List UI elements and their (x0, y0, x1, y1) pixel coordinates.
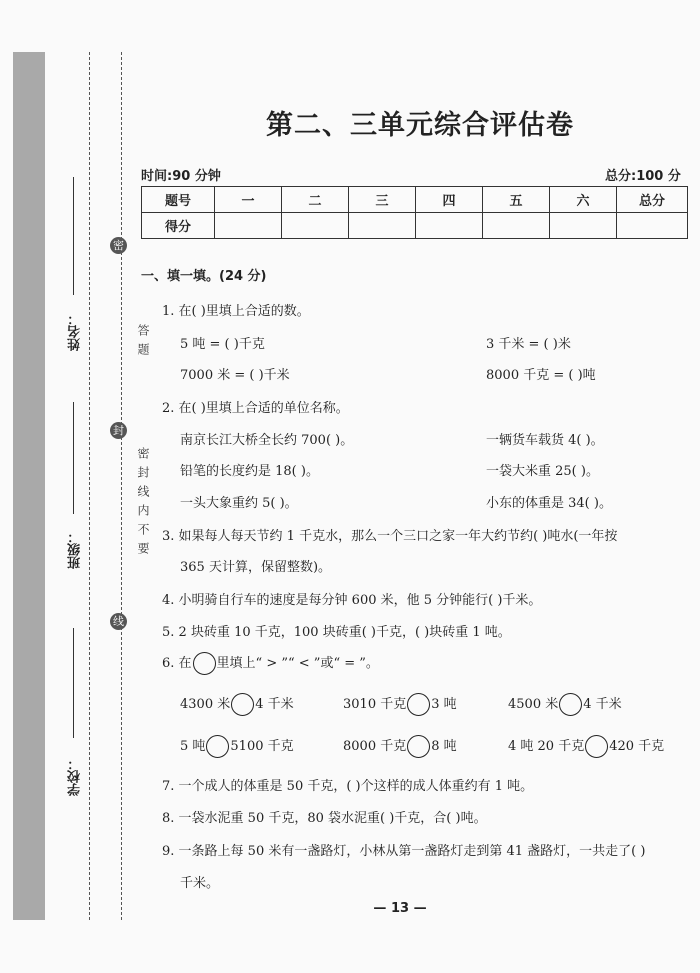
binding-margin (45, 52, 150, 920)
q2-d: 一袋大米重 25( )。 (486, 464, 599, 479)
dashed-line-1 (89, 52, 90, 920)
score-header-cell: 总分 (617, 187, 688, 213)
seal-text-upper: 答题 (136, 324, 150, 362)
total-info: 总分:100 分 (605, 169, 681, 184)
name-label: 姓名： (68, 312, 83, 351)
compare-circle[interactable] (206, 735, 229, 758)
q2-f: 小东的体重是 34( )。 (486, 496, 612, 511)
page-number: — 13 — (373, 901, 427, 916)
q6-stem: 6. 在 里填上“ > ”“ < ”或“ = ”。 (162, 652, 379, 675)
q1-c: 7000 米 = ( )千米 (180, 368, 290, 383)
q6-item-2: 3010 千克 3 吨 (343, 693, 457, 716)
q2-stem: 2. 在( )里填上合适的单位名称。 (162, 401, 349, 416)
compare-circle[interactable] (193, 652, 216, 675)
q1-stem: 1. 在( )里填上合适的数。 (162, 304, 310, 319)
q6-item-6: 4 吨 20 千克 420 千克 (508, 735, 664, 758)
score-header-cell: 六 (550, 187, 617, 213)
score-cell[interactable] (349, 213, 416, 239)
q2-b: 一辆货车载货 4( )。 (486, 433, 604, 448)
q4: 4. 小明骑自行车的速度是每分钟 600 米，他 5 分钟能行( )千米。 (162, 593, 542, 608)
score-cell[interactable] (416, 213, 483, 239)
score-header-cell: 三 (349, 187, 416, 213)
school-blank-line (73, 628, 74, 738)
score-cell[interactable] (215, 213, 282, 239)
q3-line2: 365 天计算，保留整数)。 (180, 560, 332, 575)
score-cell[interactable] (483, 213, 550, 239)
score-row-label: 得分 (142, 213, 215, 239)
compare-circle[interactable] (585, 735, 608, 758)
score-table (141, 186, 688, 239)
score-header-cell: 五 (483, 187, 550, 213)
q2-a: 南京长江大桥全长约 700( )。 (180, 433, 354, 448)
q9-line2: 千米。 (180, 876, 220, 891)
score-header-cell: 一 (215, 187, 282, 213)
score-header-cell: 二 (282, 187, 349, 213)
q2-e: 一头大象重约 5( )。 (180, 496, 298, 511)
q6-item-1: 4300 米 4 千米 (180, 693, 294, 716)
section-heading: 一、填一填。(24 分) (141, 269, 267, 284)
compare-circle[interactable] (407, 693, 430, 716)
school-label: 学校： (68, 757, 83, 796)
q6-item-3: 4500 米 4 千米 (508, 693, 622, 716)
q6-item-4: 5 吨 5100 千克 (180, 735, 294, 758)
page-title: 第二、三单元综合评估卷 (266, 110, 574, 141)
score-header-cell: 四 (416, 187, 483, 213)
compare-circle[interactable] (407, 735, 430, 758)
q1-a: 5 吨 = ( )千克 (180, 337, 265, 352)
score-cell[interactable] (282, 213, 349, 239)
score-cell[interactable] (550, 213, 617, 239)
seal-char-feng: 封 (110, 422, 127, 439)
score-table-header-row (142, 187, 688, 213)
time-info: 时间:90 分钟 (141, 169, 221, 184)
q5: 5. 2 块砖重 10 千克，100 块砖重( )千克，( )块砖重 1 吨。 (162, 625, 511, 640)
score-table-score-row (142, 213, 688, 239)
q9-line1: 9. 一条路上每 50 米有一盏路灯，小林从第一盏路灯走到第 41 盏路灯，一共走了( ) (162, 844, 646, 859)
seal-char-xian: 线 (110, 613, 127, 630)
q1-b: 3 千米 = ( )米 (486, 337, 571, 352)
class-label: 班级： (68, 530, 83, 569)
dashed-line-2 (121, 52, 122, 920)
seal-text-lower: 密封线内不要 (136, 447, 150, 561)
class-blank-line (73, 402, 74, 514)
name-blank-line (73, 177, 74, 295)
seal-char-mi: 密 (110, 237, 127, 254)
q7: 7. 一个成人的体重是 50 千克，( )个这样的成人体重约有 1 吨。 (162, 779, 534, 794)
q6-item-5: 8000 千克 8 吨 (343, 735, 457, 758)
q8: 8. 一袋水泥重 50 千克，80 袋水泥重( )千克，合( )吨。 (162, 811, 487, 826)
compare-circle[interactable] (231, 693, 254, 716)
score-header-cell: 题号 (142, 187, 215, 213)
compare-circle[interactable] (559, 693, 582, 716)
binding-strip (13, 52, 45, 920)
score-cell[interactable] (617, 213, 688, 239)
q3-line1: 3. 如果每人每天节约 1 千克水，那么一个三口之家一年大约节约( )吨水(一年按 (162, 529, 618, 544)
q2-c: 铅笔的长度约是 18( )。 (180, 464, 319, 479)
q1-d: 8000 千克 = ( )吨 (486, 368, 596, 383)
